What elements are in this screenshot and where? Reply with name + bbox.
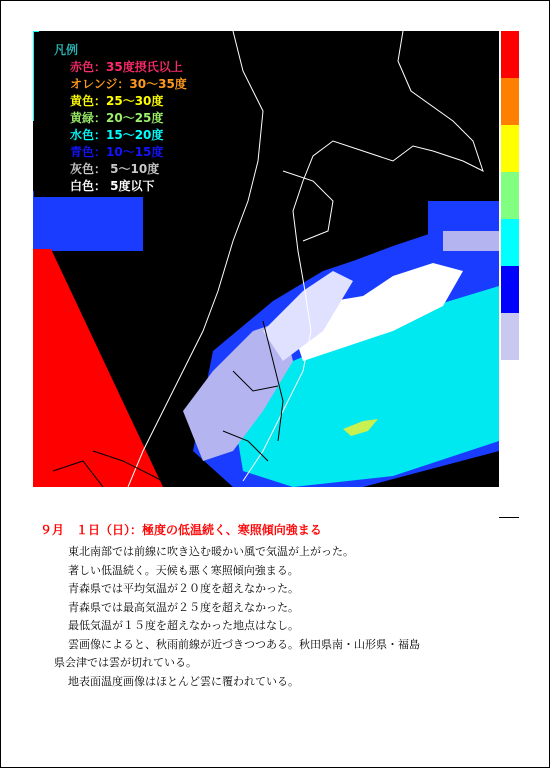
lavender-patch-ne bbox=[443, 231, 499, 251]
color-scale-bar bbox=[501, 31, 519, 360]
color-scale-segment bbox=[501, 78, 519, 125]
description-line: 県会津では雲が切れている。 bbox=[54, 656, 197, 669]
legend-item: オレンジ：30～35度 bbox=[70, 77, 187, 91]
description-line: 著しい低温続く。天候も悪く寒照傾向強まる。 bbox=[68, 563, 299, 577]
legend-item: 水色：15～20度 bbox=[70, 128, 164, 142]
description-line: 東北南部では前線に吹き込む暖かい風で気温が上がった。 bbox=[68, 545, 354, 558]
description-line: 雲画像によると、秋雨前線が近づきつつある。秋田県南・山形県・福島 bbox=[68, 637, 420, 651]
color-scale-segment bbox=[501, 266, 519, 313]
legend bbox=[34, 32, 212, 197]
blue-strip-left bbox=[33, 191, 143, 251]
description-line: 青森県では平均気温が２０度を超えなかった。 bbox=[68, 582, 299, 595]
color-scale-segment bbox=[501, 219, 519, 266]
color-scale-segment bbox=[501, 125, 519, 172]
legend-item: 灰色： 5～10度 bbox=[70, 162, 160, 176]
description-line: 青森県では最高気温が２５度を超えなかった。 bbox=[68, 600, 299, 614]
legend-item: 黄色：25～30度 bbox=[70, 94, 164, 108]
divider-rule bbox=[499, 517, 519, 518]
legend-title: 凡例 bbox=[54, 43, 79, 57]
legend-item: 青色：10～15度 bbox=[70, 145, 164, 159]
color-scale-segment bbox=[501, 172, 519, 219]
color-scale-segment bbox=[501, 31, 519, 78]
legend-item: 白色： 5度以下 bbox=[70, 179, 155, 193]
legend-item: 黄緑：20～25度 bbox=[70, 111, 164, 125]
day-caption: ９月 １日（日）：極度の低温続く、寒照傾向強まる bbox=[40, 523, 322, 537]
legend-item: 赤色：35度摂氏以上 bbox=[70, 60, 183, 74]
color-scale-segment bbox=[501, 313, 519, 360]
description-line: 最低気温が１５度を超えなかった地点はなし。 bbox=[68, 619, 299, 632]
description-line: 地表面温度画像はほとんど雲に覆われている。 bbox=[68, 674, 299, 688]
